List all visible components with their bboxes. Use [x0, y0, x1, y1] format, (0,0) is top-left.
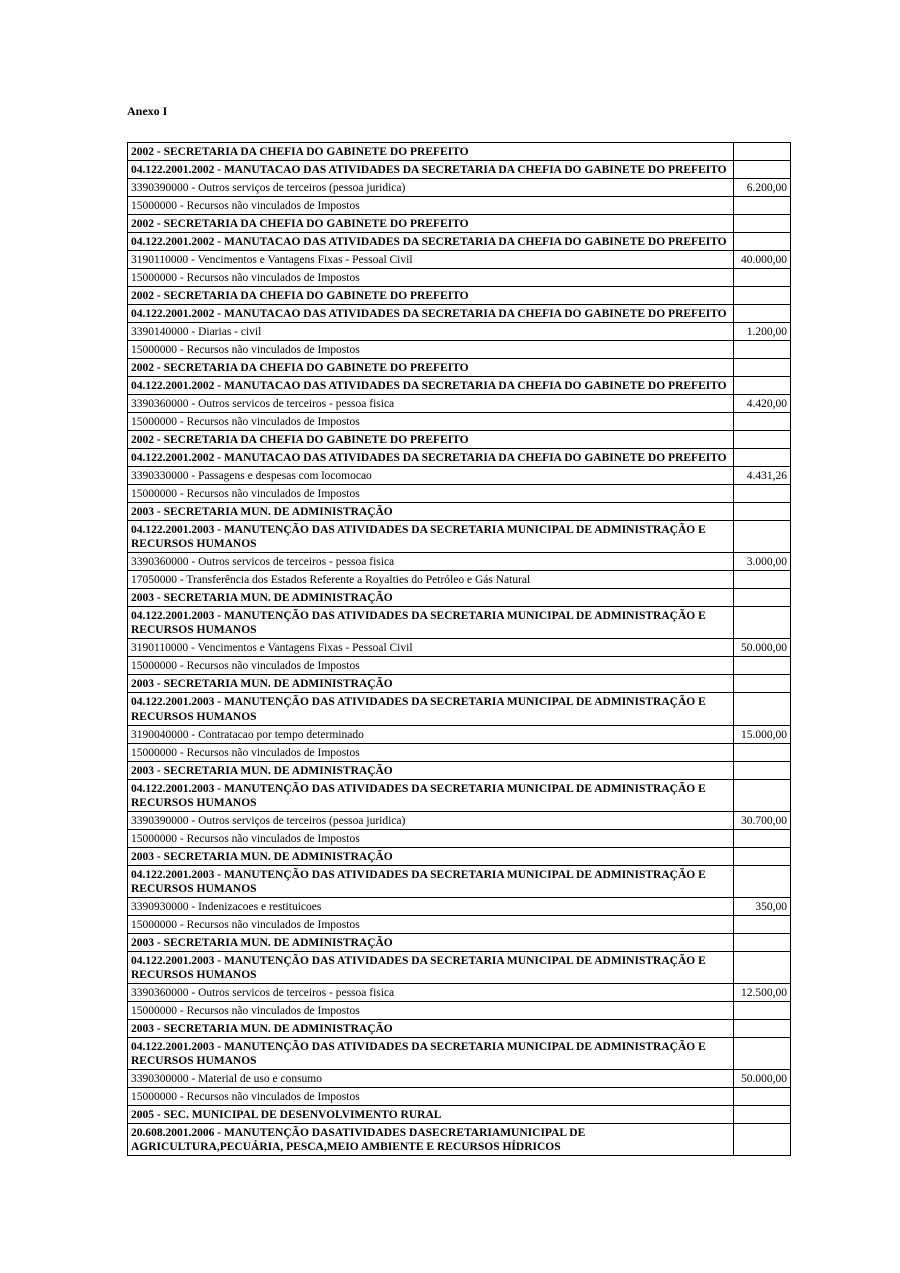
row-description: 04.122.2001.2003 - MANUTENÇÃO DAS ATIVIDADES DA SECRETARIA MUNICIPAL DE ADMINISTRAÇÃO E RECURSOS HUMANOS [128, 693, 734, 725]
table-row [128, 413, 791, 431]
row-value [734, 143, 791, 161]
row-description: 04.122.2001.2003 - MANUTENÇÃO DAS ATIVIDADES DA SECRETARIA MUNICIPAL DE ADMINISTRAÇÃO E RECURSOS HUMANOS [128, 521, 734, 553]
row-value [734, 933, 791, 951]
row-value [734, 779, 791, 811]
row-value: 3.000,00 [734, 553, 791, 571]
table-row [128, 675, 791, 693]
row-description: 3390360000 - Outros servicos de terceiros - pessoa fisica [128, 553, 734, 571]
table-row [128, 983, 791, 1001]
row-value [734, 485, 791, 503]
row-value [734, 847, 791, 865]
row-description: 3390300000 - Material de uso e consumo [128, 1069, 734, 1087]
table-row [128, 1105, 791, 1123]
table-row [128, 743, 791, 761]
row-description: 15000000 - Recursos não vinculados de Impostos [128, 829, 734, 847]
row-value [734, 1087, 791, 1105]
row-description: 2002 - SECRETARIA DA CHEFIA DO GABINETE DO PREFEITO [128, 143, 734, 161]
row-description: 2003 - SECRETARIA MUN. DE ADMINISTRAÇÃO [128, 847, 734, 865]
row-description: 15000000 - Recursos não vinculados de Impostos [128, 197, 734, 215]
row-description: 15000000 - Recursos não vinculados de Impostos [128, 915, 734, 933]
row-description: 3390360000 - Outros servicos de terceiros - pessoa fisica [128, 395, 734, 413]
table-row [128, 571, 791, 589]
row-description: 2003 - SECRETARIA MUN. DE ADMINISTRAÇÃO [128, 761, 734, 779]
table-row [128, 179, 791, 197]
table-row [128, 847, 791, 865]
row-description: 15000000 - Recursos não vinculados de Impostos [128, 341, 734, 359]
row-value [734, 449, 791, 467]
row-description: 3190110000 - Vencimentos e Vantagens Fixas - Pessoal Civil [128, 639, 734, 657]
row-description: 04.122.2001.2003 - MANUTENÇÃO DAS ATIVIDADES DA SECRETARIA MUNICIPAL DE ADMINISTRAÇÃO E RECURSOS HUMANOS [128, 607, 734, 639]
row-description: 15000000 - Recursos não vinculados de Impostos [128, 1001, 734, 1019]
row-description: 3390140000 - Diarias - civil [128, 323, 734, 341]
table-row [128, 811, 791, 829]
row-description: 3390390000 - Outros serviços de terceiros (pessoa juridica) [128, 179, 734, 197]
table-row [128, 553, 791, 571]
row-value: 15.000,00 [734, 725, 791, 743]
row-value [734, 287, 791, 305]
table-row [128, 897, 791, 915]
row-value [734, 359, 791, 377]
row-value [734, 305, 791, 323]
row-value [734, 951, 791, 983]
table-row [128, 639, 791, 657]
row-value [734, 743, 791, 761]
row-value [734, 503, 791, 521]
table-row [128, 359, 791, 377]
row-value [734, 571, 791, 589]
table-row [128, 693, 791, 725]
row-description: 04.122.2001.2003 - MANUTENÇÃO DAS ATIVIDADES DA SECRETARIA MUNICIPAL DE ADMINISTRAÇÃO E RECURSOS HUMANOS [128, 1037, 734, 1069]
table-row [128, 1087, 791, 1105]
table-row [128, 657, 791, 675]
row-description: 2003 - SECRETARIA MUN. DE ADMINISTRAÇÃO [128, 675, 734, 693]
table-row [128, 607, 791, 639]
row-description: 2002 - SECRETARIA DA CHEFIA DO GABINETE DO PREFEITO [128, 287, 734, 305]
table-row [128, 449, 791, 467]
table-row [128, 761, 791, 779]
row-description: 04.122.2001.2002 - MANUTACAO DAS ATIVIDADES DA SECRETARIA DA CHEFIA DO GABINETE DO PREFEITO [128, 161, 734, 179]
table-row [128, 829, 791, 847]
table-row [128, 341, 791, 359]
row-value: 30.700,00 [734, 811, 791, 829]
row-value [734, 915, 791, 933]
table-row [128, 1037, 791, 1069]
row-description: 3190040000 - Contratacao por tempo determinado [128, 725, 734, 743]
table-row [128, 269, 791, 287]
row-description: 04.122.2001.2003 - MANUTENÇÃO DAS ATIVIDADES DA SECRETARIA MUNICIPAL DE ADMINISTRAÇÃO E RECURSOS HUMANOS [128, 951, 734, 983]
row-value: 40.000,00 [734, 251, 791, 269]
row-value [734, 431, 791, 449]
table-row [128, 323, 791, 341]
table-row [128, 503, 791, 521]
row-value [734, 1105, 791, 1123]
row-value [734, 215, 791, 233]
row-value [734, 693, 791, 725]
row-value [734, 521, 791, 553]
row-description: 15000000 - Recursos não vinculados de Impostos [128, 485, 734, 503]
budget-table-body [128, 143, 791, 1156]
table-row [128, 251, 791, 269]
row-value [734, 829, 791, 847]
table-row [128, 1001, 791, 1019]
row-value [734, 377, 791, 395]
table-row [128, 725, 791, 743]
row-value [734, 161, 791, 179]
row-value: 350,00 [734, 897, 791, 915]
row-value: 1.200,00 [734, 323, 791, 341]
table-row [128, 521, 791, 553]
row-value [734, 341, 791, 359]
table-row [128, 143, 791, 161]
table-row [128, 161, 791, 179]
row-value [734, 413, 791, 431]
row-description: 04.122.2001.2002 - MANUTACAO DAS ATIVIDADES DA SECRETARIA DA CHEFIA DO GABINETE DO PREFEITO [128, 305, 734, 323]
row-value [734, 607, 791, 639]
row-description: 2003 - SECRETARIA MUN. DE ADMINISTRAÇÃO [128, 589, 734, 607]
row-value [734, 197, 791, 215]
table-row [128, 1069, 791, 1087]
row-value [734, 269, 791, 287]
row-value [734, 233, 791, 251]
table-row [128, 287, 791, 305]
row-description: 2003 - SECRETARIA MUN. DE ADMINISTRAÇÃO [128, 933, 734, 951]
row-value [734, 589, 791, 607]
page-title: Anexo I [127, 104, 168, 118]
table-row [128, 779, 791, 811]
row-value: 12.500,00 [734, 983, 791, 1001]
row-value [734, 675, 791, 693]
table-row [128, 589, 791, 607]
row-value [734, 1019, 791, 1037]
row-description: 17050000 - Transferência dos Estados Referente a Royalties do Petróleo e Gás Natural [128, 571, 734, 589]
row-description: 15000000 - Recursos não vinculados de Impostos [128, 657, 734, 675]
row-value: 4.420,00 [734, 395, 791, 413]
row-value [734, 1037, 791, 1069]
row-value: 50.000,00 [734, 1069, 791, 1087]
row-value [734, 657, 791, 675]
row-description: 3390390000 - Outros serviços de terceiros (pessoa juridica) [128, 811, 734, 829]
row-description: 04.122.2001.2002 - MANUTACAO DAS ATIVIDADES DA SECRETARIA DA CHEFIA DO GABINETE DO PREFEITO [128, 233, 734, 251]
table-row [128, 1123, 791, 1155]
row-description: 2003 - SECRETARIA MUN. DE ADMINISTRAÇÃO [128, 1019, 734, 1037]
table-row [128, 485, 791, 503]
table-row [128, 305, 791, 323]
row-description: 3390930000 - Indenizacoes e restituicoes [128, 897, 734, 915]
row-description: 04.122.2001.2002 - MANUTACAO DAS ATIVIDADES DA SECRETARIA DA CHEFIA DO GABINETE DO PREFEITO [128, 377, 734, 395]
row-description: 2002 - SECRETARIA DA CHEFIA DO GABINETE DO PREFEITO [128, 359, 734, 377]
table-row [128, 215, 791, 233]
table-row [128, 933, 791, 951]
row-value: 4.431,26 [734, 467, 791, 485]
row-description: 3190110000 - Vencimentos e Vantagens Fixas - Pessoal Civil [128, 251, 734, 269]
table-row [128, 1019, 791, 1037]
row-value [734, 761, 791, 779]
row-description: 2003 - SECRETARIA MUN. DE ADMINISTRAÇÃO [128, 503, 734, 521]
table-row [128, 865, 791, 897]
table-row [128, 915, 791, 933]
row-description: 3390330000 - Passagens e despesas com locomocao [128, 467, 734, 485]
row-value [734, 1001, 791, 1019]
row-description: 04.122.2001.2002 - MANUTACAO DAS ATIVIDADES DA SECRETARIA DA CHEFIA DO GABINETE DO PREFEITO [128, 449, 734, 467]
row-description: 20.608.2001.2006 - MANUTENÇÃO DASATIVIDADES DASECRETARIAMUNICIPAL DE AGRICULTURA,PECUÁRIA, PESCA,MEIO AMBIENTE E RECURSOS HÍDRICOS [128, 1123, 734, 1155]
row-value [734, 865, 791, 897]
row-description: 15000000 - Recursos não vinculados de Impostos [128, 743, 734, 761]
row-description: 2002 - SECRETARIA DA CHEFIA DO GABINETE DO PREFEITO [128, 215, 734, 233]
table-row [128, 233, 791, 251]
row-description: 15000000 - Recursos não vinculados de Impostos [128, 413, 734, 431]
table-row [128, 467, 791, 485]
row-description: 2005 - SEC. MUNICIPAL DE DESENVOLVIMENTO RURAL [128, 1105, 734, 1123]
table-row [128, 951, 791, 983]
row-description: 04.122.2001.2003 - MANUTENÇÃO DAS ATIVIDADES DA SECRETARIA MUNICIPAL DE ADMINISTRAÇÃO E RECURSOS HUMANOS [128, 779, 734, 811]
row-description: 2002 - SECRETARIA DA CHEFIA DO GABINETE DO PREFEITO [128, 431, 734, 449]
table-row [128, 395, 791, 413]
table-row [128, 377, 791, 395]
row-value [734, 1123, 791, 1155]
row-description: 15000000 - Recursos não vinculados de Impostos [128, 1087, 734, 1105]
row-value: 50.000,00 [734, 639, 791, 657]
row-value: 6.200,00 [734, 179, 791, 197]
row-description: 3390360000 - Outros servicos de terceiros - pessoa fisica [128, 983, 734, 1001]
table-row [128, 197, 791, 215]
table-row [128, 431, 791, 449]
row-description: 04.122.2001.2003 - MANUTENÇÃO DAS ATIVIDADES DA SECRETARIA MUNICIPAL DE ADMINISTRAÇÃO E RECURSOS HUMANOS [128, 865, 734, 897]
row-description: 15000000 - Recursos não vinculados de Impostos [128, 269, 734, 287]
budget-table [127, 142, 791, 1156]
